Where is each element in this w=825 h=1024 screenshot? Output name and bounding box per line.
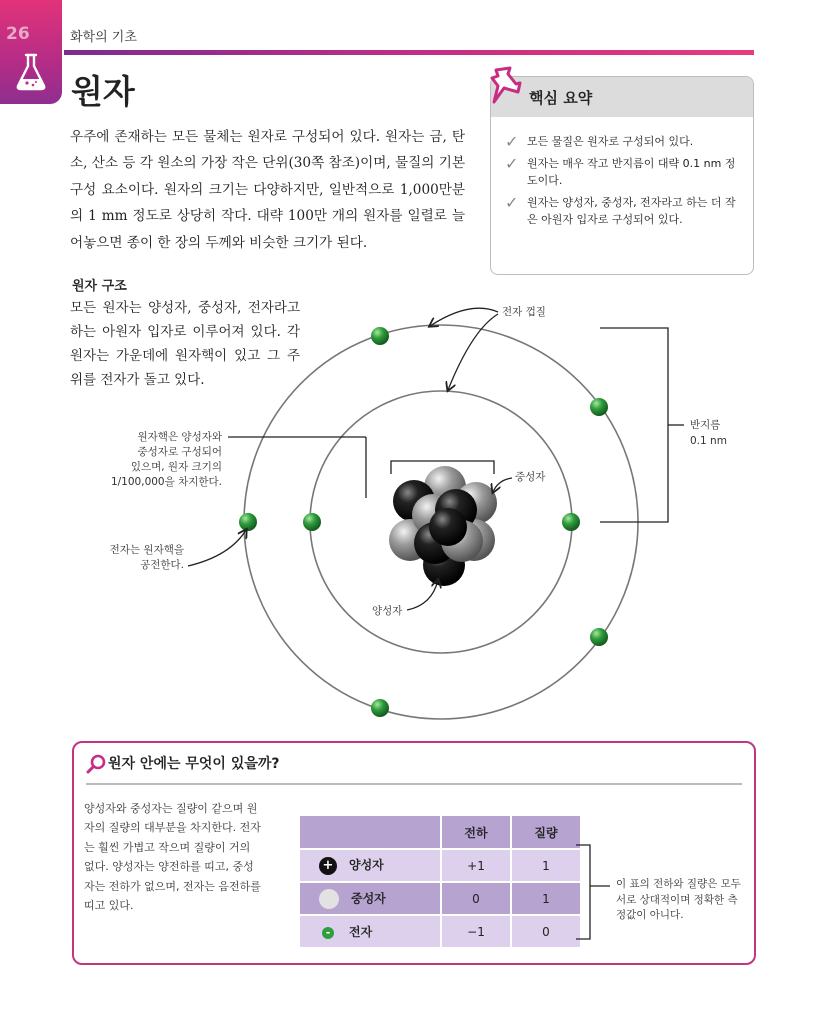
summary-item-text: 원자는 양성자, 중성자, 전자라고 하는 더 작은 아원자 입자로 구성되어 있다. — [527, 196, 736, 226]
nucleus-label-line: 중성자로 구성되어 — [137, 446, 222, 458]
summary-item-text: 원자는 매우 작고 반지름이 대략 0.1 nm 정도이다. — [527, 157, 736, 187]
table-header-cell: 전하 — [442, 816, 510, 848]
nucleus-label-line: 있으며, 원자 크기의 — [130, 461, 222, 473]
chapter-title: 화학의 기초 — [70, 30, 137, 45]
particle-name-cell — [300, 916, 440, 947]
proton-label: 양성자 — [372, 605, 403, 617]
page-title: 원자 — [71, 72, 135, 111]
plus-icon: + — [319, 857, 337, 875]
table-row — [300, 883, 580, 914]
magnifier-icon — [86, 754, 106, 774]
info-box — [72, 741, 756, 965]
table-header-cell — [300, 816, 440, 848]
electron-label — [90, 543, 184, 573]
info-title: 원자 안에는 무엇이 있을까? — [108, 756, 280, 772]
table-note: 이 표의 전하와 질량은 모두 서로 상대적이며 정확한 측정값이 아니다. — [616, 878, 741, 921]
mass-cell: 1 — [512, 883, 580, 914]
electron-label-line: 공전한다. — [140, 559, 184, 571]
charge-cell: +1 — [442, 850, 510, 881]
charge-cell: 0 — [442, 883, 510, 914]
table-bracket — [574, 843, 614, 943]
particle-table — [298, 814, 582, 949]
summary-item-text: 모든 물질은 원자로 구성되어 있다. — [527, 135, 694, 148]
table-row — [300, 916, 580, 947]
info-paragraph: 양성자와 중성자는 질량이 같으며 원자의 질량의 대부분을 차지한다. 전자는 훨씬 가볍고 작으며 질량이 거의 없다. 양성자는 양전하를 띠고, 중성자는 전하가 없으며, 전자는 음전하를 띠고 있다. — [84, 802, 261, 913]
nucleus-label-line: 원자핵은 양성자와 — [137, 431, 222, 443]
nucleus-label — [100, 430, 222, 490]
check-icon: ✓ — [505, 132, 519, 151]
mass-cell: 0 — [512, 916, 580, 947]
table-header-row — [300, 816, 580, 848]
page-number: 26 — [6, 24, 30, 44]
section-heading: 원자 구조 — [72, 279, 127, 294]
intro-paragraph: 우주에 존재하는 모든 물체는 원자로 구성되어 있다. 원자는 금, 탄소, 산소 등 각 원소의 가장 작은 단위(30쪽 참조)이며, 물질의 기본 구성 요소이다. 원자의 크기는 다양하지만, 일반적으로 1,000만분의 1 mm 정도로 상당히 작다. 대략 100만 개의 원자를 일렬로 늘어놓으면 종이 한 장의 두께와 비슷한 크기가 된다. — [70, 129, 465, 251]
neutron-label: 중성자 — [515, 471, 546, 483]
neutral-icon — [319, 889, 339, 909]
charge-cell: −1 — [442, 916, 510, 947]
radius-label: 반지름 — [690, 419, 721, 431]
check-icon: ✓ — [505, 193, 519, 212]
mass-cell: 1 — [512, 850, 580, 881]
particle-name: 전자 — [349, 925, 373, 939]
particle-name-cell — [300, 850, 440, 881]
minus-icon: - — [322, 927, 334, 939]
structure-paragraph: 모든 원자는 양성자, 중성자, 전자라고 하는 아원자 입자로 이루어져 있다. 각 원자는 가운데에 원자핵이 있고 그 주위를 전자가 돌고 있다. — [70, 300, 300, 388]
shell-label: 전자 껍질 — [502, 306, 546, 318]
radius-value: 0.1 nm — [690, 435, 727, 447]
table-header-cell: 질량 — [512, 816, 580, 848]
check-icon: ✓ — [505, 154, 519, 173]
particle-name: 중성자 — [351, 891, 386, 905]
nucleus-label-line: 1/100,000을 차지한다. — [110, 476, 222, 488]
particle-name-cell — [300, 883, 440, 914]
particle-name: 양성자 — [349, 858, 384, 873]
electron-label-line: 전자는 원자핵을 — [109, 544, 184, 556]
table-row — [300, 850, 580, 881]
nucleus — [389, 466, 497, 586]
info-divider — [86, 783, 742, 785]
summary-title: 핵심 요약 — [529, 89, 593, 107]
